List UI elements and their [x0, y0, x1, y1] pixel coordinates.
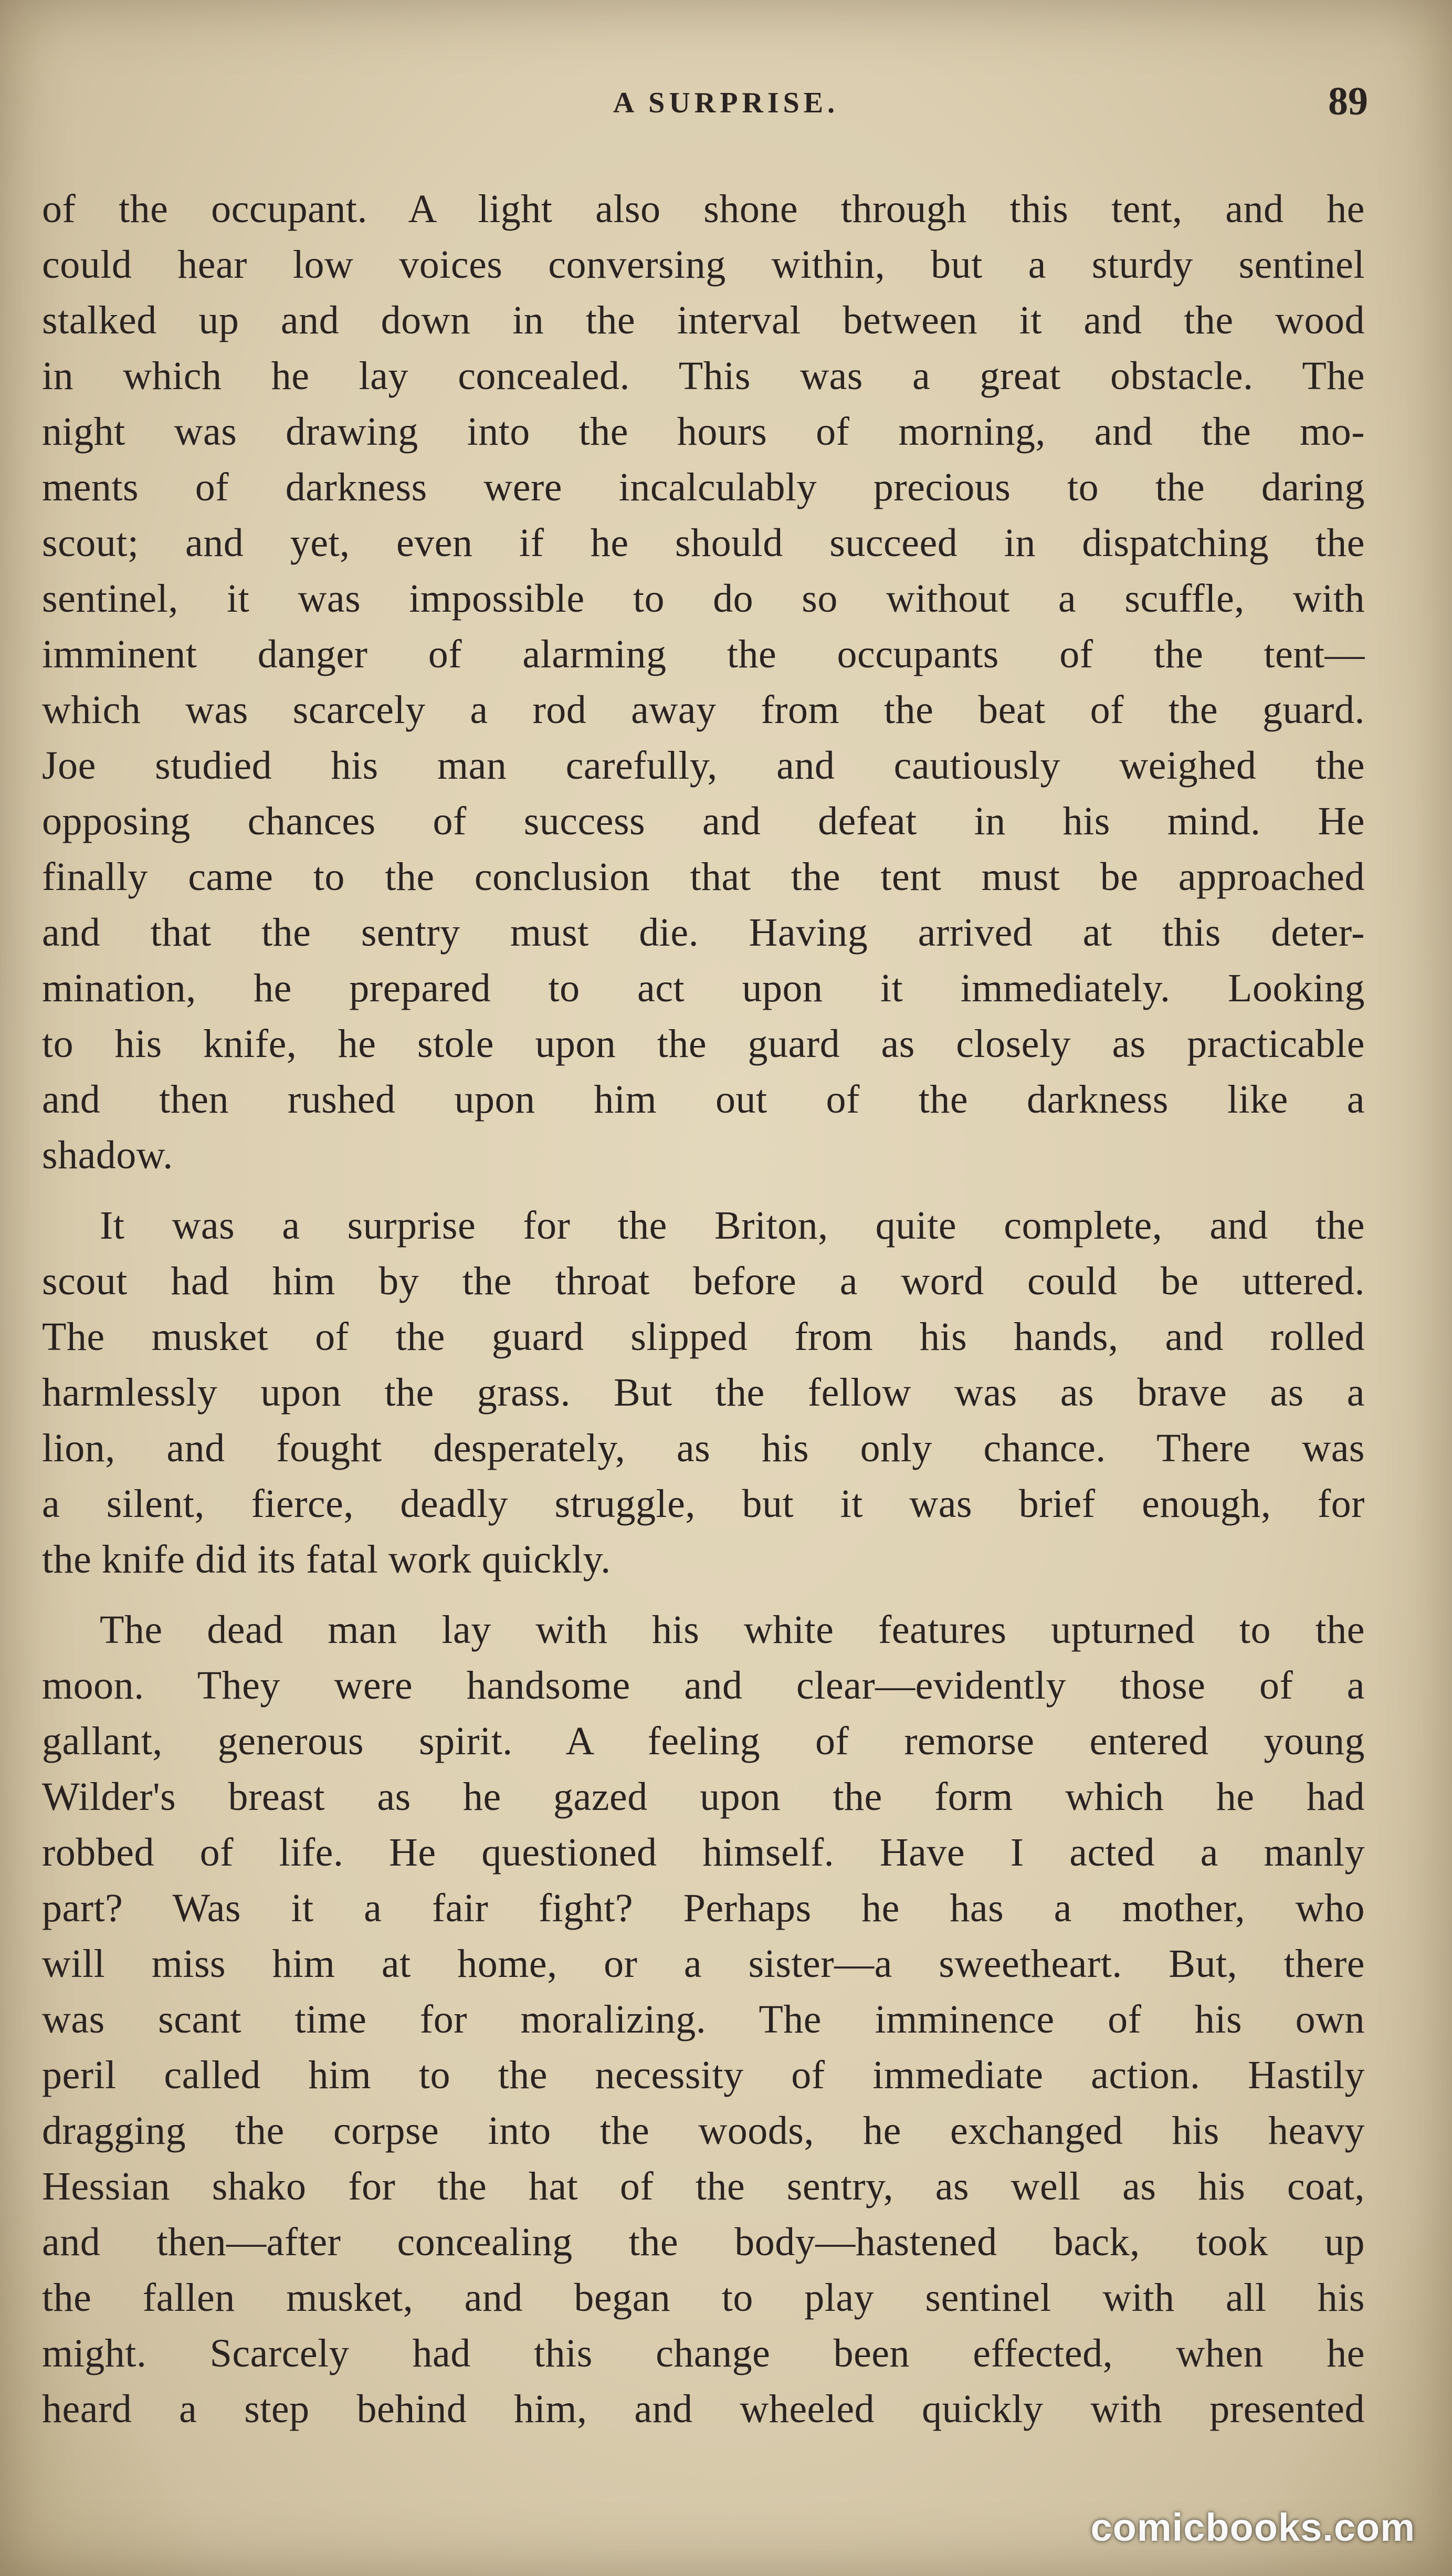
text-line: and then—after concealing the body—hastened back, took up: [42, 2220, 1365, 2264]
page-number: 89: [1328, 79, 1368, 123]
text-line: the fallen musket, and began to play sentinel with all his: [42, 2276, 1365, 2320]
text-line: shadow.: [42, 1133, 173, 1177]
text-line: mination, he prepared to act upon it immediately. Looking: [42, 966, 1365, 1010]
text-line: the knife did its fatal work quickly.: [42, 1537, 611, 1582]
paragraph-3: [42, 1602, 1365, 2437]
text-line: opposing chances of success and defeat in his mind. He: [42, 799, 1365, 843]
text-line: to his knife, he stole upon the guard as closely as practicable: [42, 1022, 1365, 1066]
body-text: [42, 181, 1365, 2452]
text-line: will miss him at home, or a sister—a sweetheart. But, there: [42, 1942, 1365, 1986]
text-line: which was scarcely a rod away from the beat of the guard.: [42, 688, 1365, 732]
text-line: Hessian shako for the hat of the sentry, as well as his coat,: [42, 2164, 1365, 2208]
text-line: scout had him by the throat before a word could be uttered.: [42, 1259, 1365, 1303]
running-title: A SURPRISE.: [613, 87, 839, 119]
text-line: heard a step behind him, and wheeled quickly with presented: [42, 2387, 1365, 2431]
paragraph-2: [42, 1198, 1365, 1587]
text-line: Joe studied his man carefully, and cautiously weighed the: [42, 744, 1365, 788]
paragraph-1: [42, 181, 1365, 1183]
page-header: [0, 79, 1452, 126]
text-line: The musket of the guard slipped from his hands, and rolled: [42, 1315, 1365, 1359]
text-line: gallant, generous spirit. A feeling of remorse entered young: [42, 1719, 1365, 1763]
watermark-logo: comicbooks.com: [1090, 2506, 1415, 2549]
text-line: The dead man lay with his white features upturned to the: [100, 1608, 1365, 1652]
text-line: sentinel, it was impossible to do so without a scuffle, with: [42, 577, 1365, 621]
text-line: a silent, fierce, deadly struggle, but it was brief enough, for: [42, 1482, 1365, 1526]
text-line: ments of darkness were incalculably precious to the daring: [42, 465, 1365, 509]
text-line: might. Scarcely had this change been effected, when he: [42, 2331, 1365, 2375]
text-line: Wilder's breast as he gazed upon the form which he had: [42, 1775, 1365, 1819]
text-line: in which he lay concealed. This was a great obstacle. The: [42, 354, 1365, 398]
text-line: part? Was it a fair fight? Perhaps he has a mother, who: [42, 1886, 1365, 1930]
text-line: dragging the corpse into the woods, he exchanged his heavy: [42, 2109, 1365, 2153]
text-line: lion, and fought desperately, as his only chance. There was: [42, 1426, 1365, 1470]
text-line: finally came to the conclusion that the tent must be approached: [42, 855, 1365, 899]
text-line: of the occupant. A light also shone through this tent, and he: [42, 187, 1365, 231]
text-line: scout; and yet, even if he should succeed in dispatching the: [42, 521, 1365, 565]
text-line: imminent danger of alarming the occupants of the tent—: [42, 632, 1365, 676]
text-line: could hear low voices conversing within, but a sturdy sentinel: [42, 243, 1365, 287]
text-line: harmlessly upon the grass. But the fellow was as brave as a: [42, 1370, 1365, 1415]
text-line: It was a surprise for the Briton, quite complete, and the: [100, 1203, 1365, 1248]
text-line: robbed of life. He questioned himself. Have I acted a manly: [42, 1830, 1365, 1875]
text-line: stalked up and down in the interval between it and the wood: [42, 298, 1365, 342]
text-line: moon. They were handsome and clear—evidently those of a: [42, 1663, 1365, 1708]
text-line: night was drawing into the hours of morning, and the mo-: [42, 410, 1365, 454]
text-line: was scant time for moralizing. The imminence of his own: [42, 1997, 1365, 2041]
text-line: peril called him to the necessity of immediate action. Hastily: [42, 2053, 1365, 2097]
text-line: and then rushed upon him out of the darkness like a: [42, 1077, 1365, 1122]
text-line: and that the sentry must die. Having arrived at this deter-: [42, 910, 1365, 955]
